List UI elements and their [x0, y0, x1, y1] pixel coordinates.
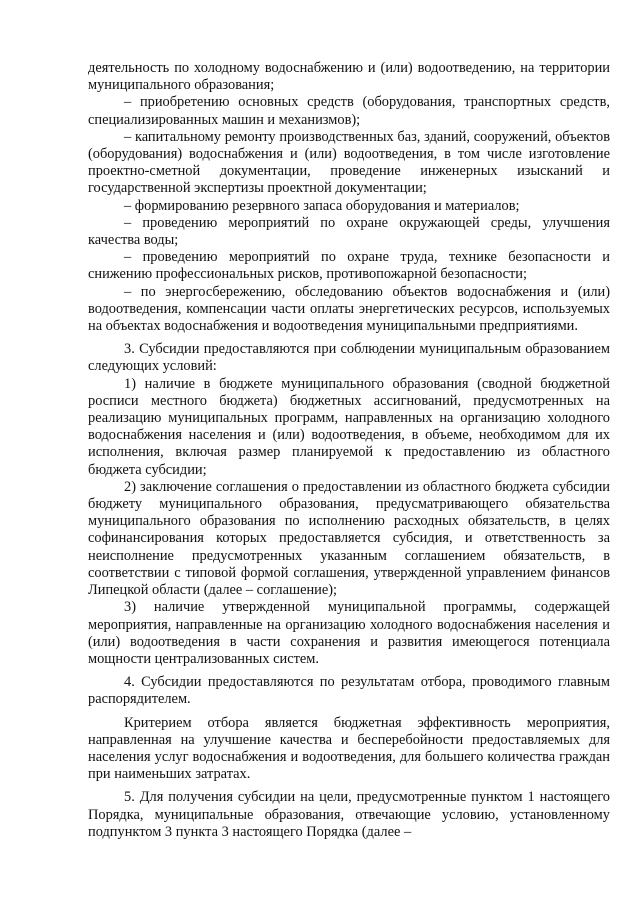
condition-3: 3) наличие утвержденной муниципальной программы, содержащей мероприятия, направленные на организацию холодного водоснабжения населения и (или) водоотведения в части сохранения и развития имеющегося потенциала мощности централизованных систем.	[88, 599, 610, 667]
list-item-labor-safety: – проведению мероприятий по охране труда, технике безопасности и снижению профессиональных рисков, противопожарной безопасности;	[88, 249, 610, 283]
list-item-capital-repair: – капитальному ремонту производственных баз, зданий, сооружений, объектов (оборудования) водоснабжения и (или) водоотведения, в том числе изготовление проектно-сметной документации, проведение инженерных изысканий и государственной экспертизы проектной документации;	[88, 128, 610, 197]
paragraph-section-4: 4. Субсидии предоставляются по результатам отбора, проводимого главным распорядителем.	[88, 674, 610, 708]
paragraph-section-3: 3. Субсидии предоставляются при соблюдении муниципальным образованием следующих условий:	[88, 341, 610, 375]
paragraph-selection-criterion: Критерием отбора является бюджетная эффективность мероприятия, направленная на улучшение качества и бесперебойности предоставляемых для населения услуг водоснабжения и водоотведения, для большего количества граждан при наименьших затратах.	[88, 714, 610, 783]
paragraph-section-5: 5. Для получения субсидии на цели, предусмотренные пунктом 1 настоящего Порядка, муниципальные образования, отвечающие условию, установленному подпунктом 3 пункта 3 настоящего Порядка (далее –	[88, 789, 610, 840]
paragraph-water-activity: деятельность по холодному водоснабжению и (или) водоотведению, на территории муниципального образования;	[88, 60, 610, 94]
list-item-reserve-stock: – формированию резервного запаса оборудования и материалов;	[124, 197, 520, 214]
list-item-energy-saving: – по энергосбережению, обследованию объектов водоснабжения и (или) водоотведения, компенсации части оплаты энергетических ресурсов, используемых на объектах водоснабжения и водоотведения муниципальными предприятиями.	[88, 283, 610, 335]
list-item-environment: – проведению мероприятий по охране окружающей среды, улучшения качества воды;	[88, 214, 610, 249]
condition-2: 2) заключение соглашения о предоставлении из областного бюджета субсидии бюджету муниципального образования, предусматривающего обязательства муниципального образования по исполнению расходных обязательств, в целях софинансирования которых предоставляется субсидия, и ответственность за неисполнение предусмотренных указанным соглашением обязательств, в соответствии с типовой формой соглашения, утвержденной управлением финансов Липецкой области (далее – соглашение);	[88, 478, 610, 599]
document-page	[88, 60, 610, 841]
list-item-fixed-assets: – приобретению основных средств (оборудования, транспортных средств, специализированных машин и механизмов);	[88, 94, 610, 128]
condition-1: 1) наличие в бюджете муниципального образования (сводной бюджетной росписи местного бюджета) бюджетных ассигнований, предусмотренных на реализацию муниципальных программ, направленных на организацию холодного водоснабжения населения и (или) водоотведения, в объеме, необходимом для их исполнения, включая размер планируемой к предоставлению из областного бюджета субсидии;	[88, 375, 610, 478]
